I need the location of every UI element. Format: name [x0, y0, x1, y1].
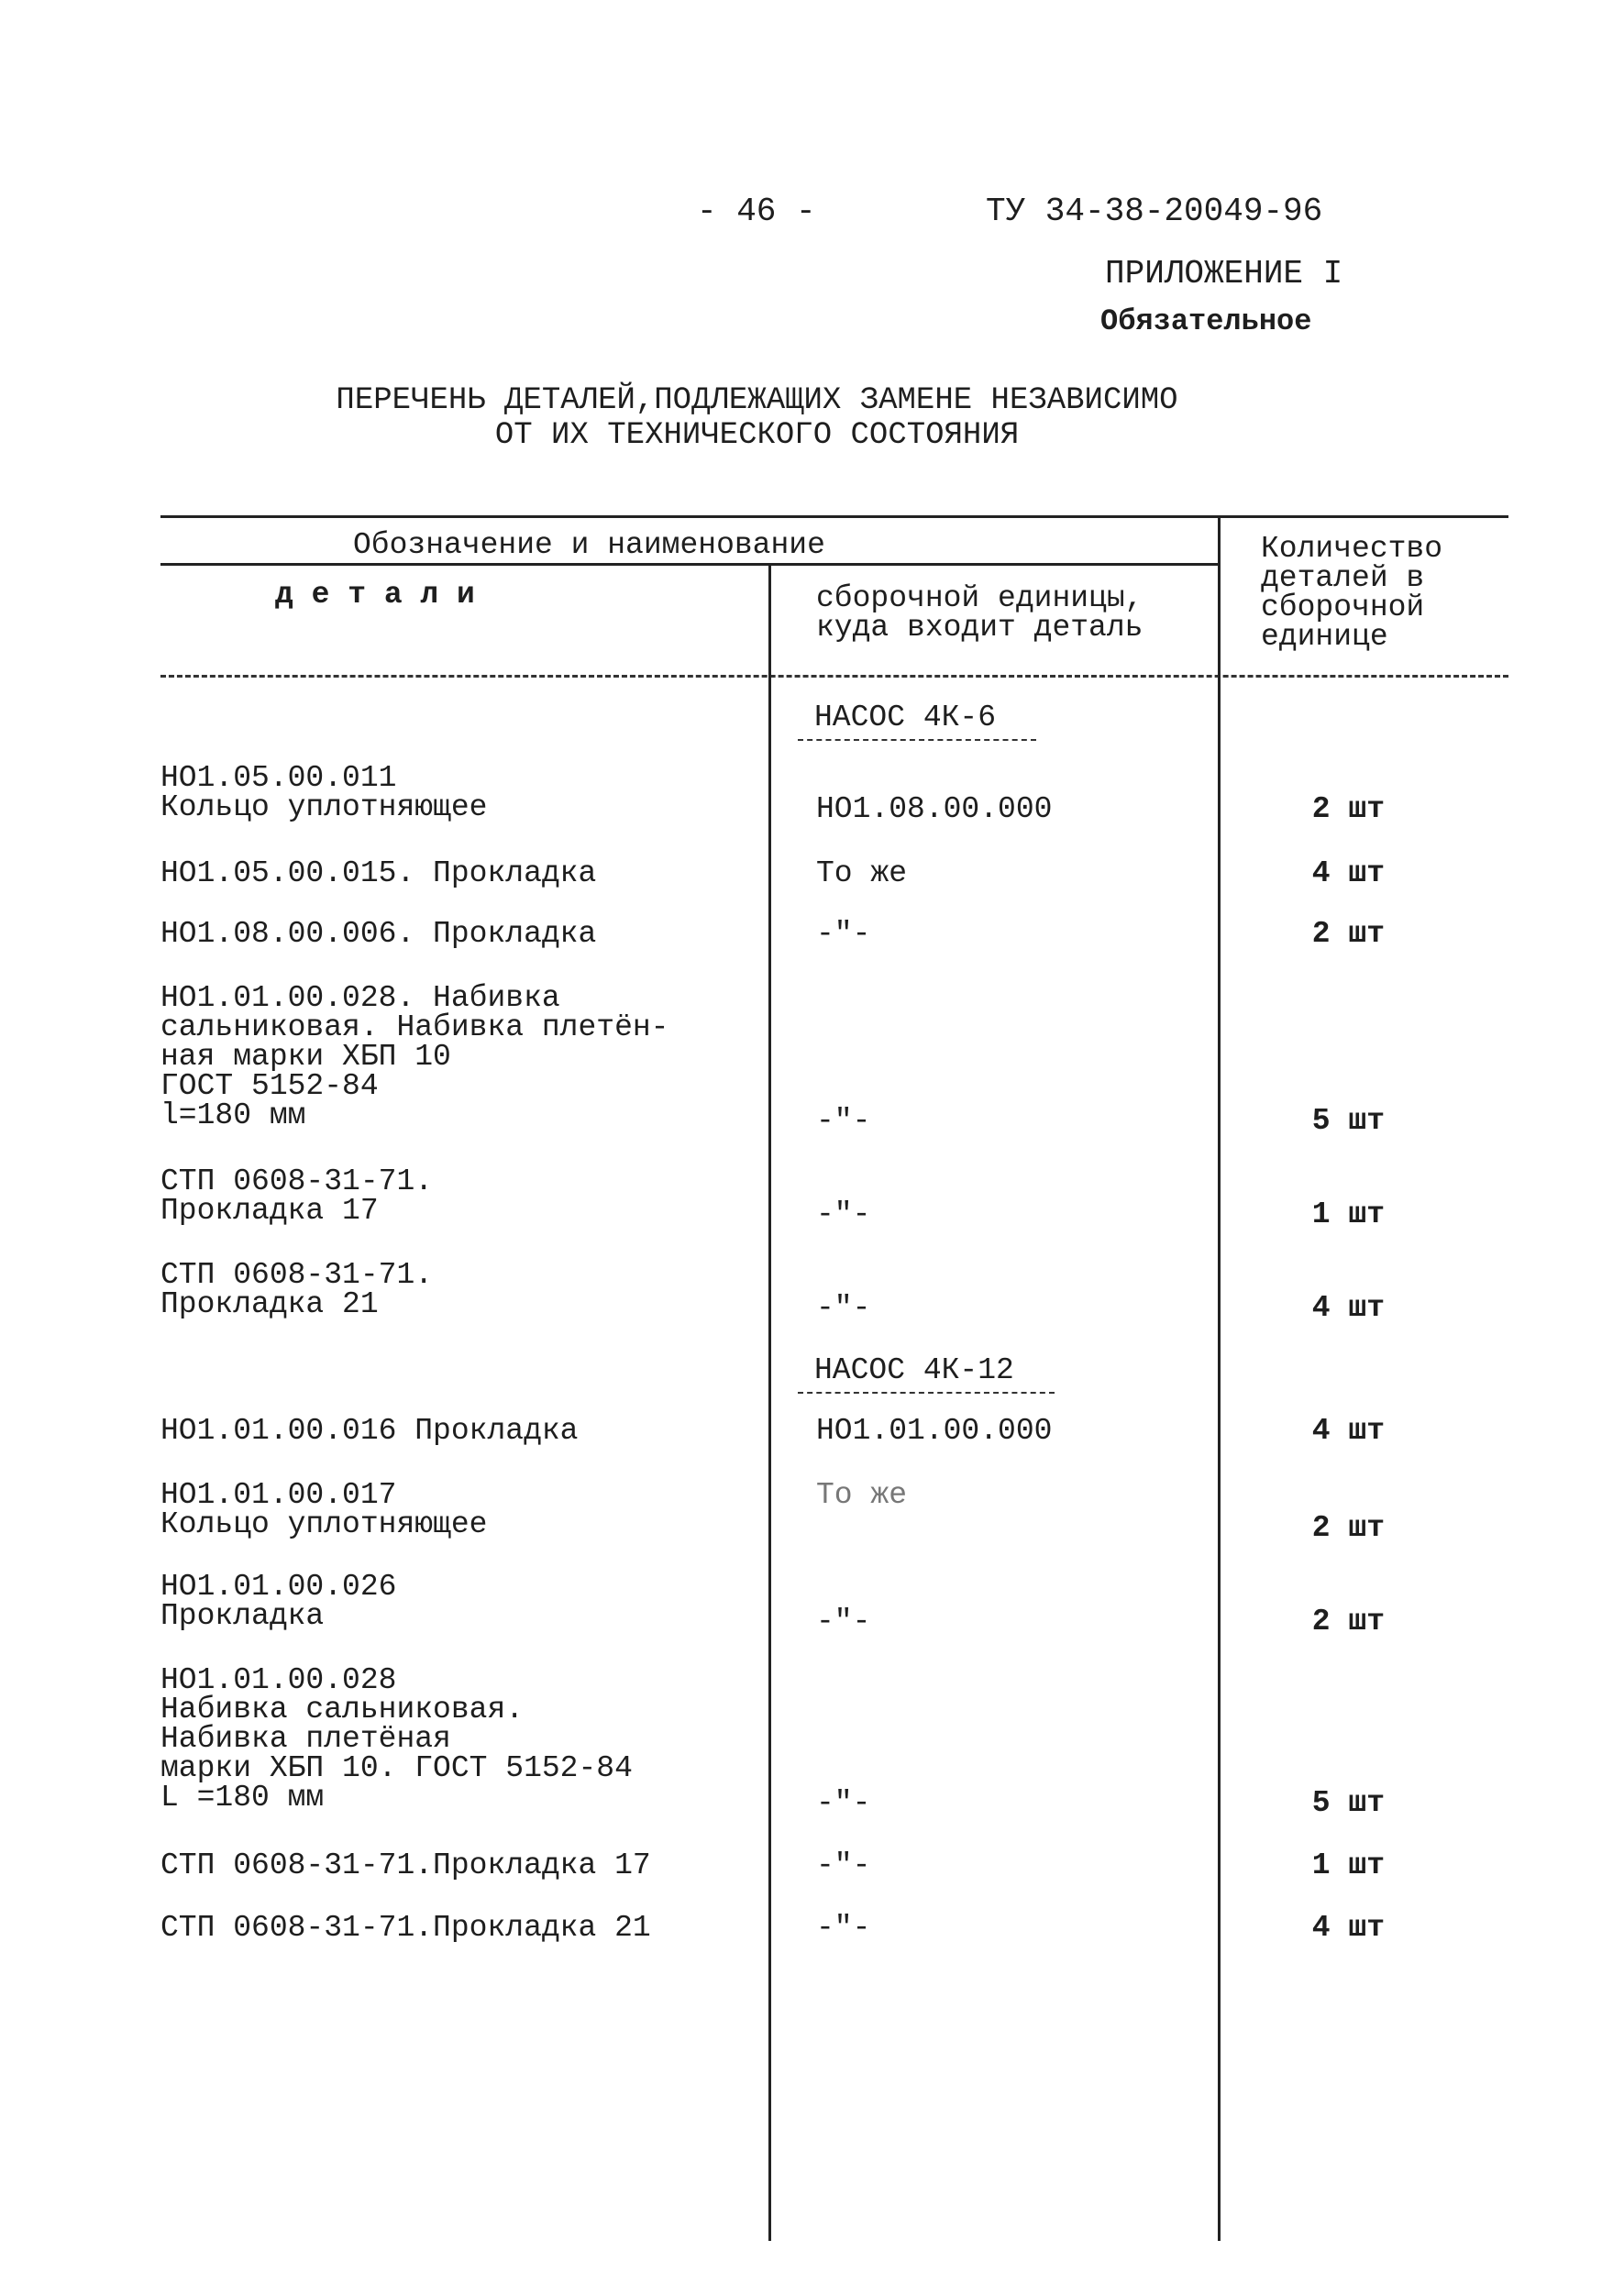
- document-code: ТУ 34-38-20049-96: [986, 193, 1323, 230]
- column-header-qty-4: единице: [1261, 620, 1388, 654]
- row-8-qty: 2 шт: [1311, 1511, 1385, 1545]
- row-8-assembly: То же: [816, 1478, 908, 1512]
- column-header-qty-3: сборочной: [1261, 590, 1425, 624]
- appendix-label: ПРИЛОЖЕНИЕ I: [1105, 255, 1343, 292]
- section-heading-pump-4k12: НАСОС 4К-12: [814, 1353, 1014, 1387]
- column-header-assembly-1: сборочной единицы,: [816, 581, 1143, 615]
- row-4-detail-2: сальниковая. Набивка плетён-: [160, 1010, 669, 1044]
- row-1-detail-2: Кольцо уплотняющее: [160, 790, 488, 824]
- row-12-detail-1: СТП 0608-31-71.Прокладка 21: [160, 1911, 651, 1945]
- group-header-rule: [160, 563, 1220, 566]
- row-8-detail-2: Кольцо уплотняющее: [160, 1507, 488, 1541]
- row-2-detail-1: НО1.05.00.015. Прокладка: [160, 856, 597, 890]
- row-5-assembly: -"-: [816, 1197, 871, 1231]
- table-top-rule: [160, 515, 1508, 518]
- row-11-assembly: -"-: [816, 1848, 871, 1882]
- row-10-detail-1: НО1.01.00.028: [160, 1663, 397, 1697]
- row-12-qty: 4 шт: [1311, 1911, 1385, 1945]
- row-3-assembly: -"-: [816, 917, 871, 951]
- row-2-assembly: То же: [816, 856, 908, 890]
- row-10-detail-5: L =180 мм: [160, 1781, 325, 1815]
- column-header-qty-1: Количество: [1261, 532, 1443, 566]
- row-2-qty: 4 шт: [1311, 856, 1385, 890]
- row-7-assembly: НО1.01.00.000: [816, 1414, 1053, 1448]
- row-11-detail-1: СТП 0608-31-71.Прокладка 17: [160, 1848, 651, 1882]
- row-4-detail-4: ГОСТ 5152-84: [160, 1069, 379, 1103]
- column-header-assembly-2: куда входит деталь: [816, 611, 1143, 645]
- row-10-detail-2: Набивка сальниковая.: [160, 1693, 525, 1727]
- row-6-detail-1: СТП 0608-31-71.: [160, 1258, 434, 1292]
- row-10-assembly: -"-: [816, 1786, 871, 1820]
- row-10-detail-3: Набивка плетёная: [160, 1722, 451, 1756]
- row-12-assembly: -"-: [816, 1911, 871, 1945]
- row-9-qty: 2 шт: [1311, 1605, 1385, 1638]
- row-10-qty: 5 шт: [1311, 1786, 1385, 1820]
- row-1-assembly: НО1.08.00.000: [816, 792, 1053, 826]
- row-8-detail-1: НО1.01.00.017: [160, 1478, 397, 1512]
- page-title-line-1: ПЕРЕЧЕНЬ ДЕТАЛЕЙ,ПОДЛЕЖАЩИХ ЗАМЕНЕ НЕЗАВИСИМО: [336, 383, 1178, 418]
- row-11-qty: 1 шт: [1311, 1848, 1385, 1882]
- row-3-detail-1: НО1.08.00.006. Прокладка: [160, 917, 597, 951]
- column-group-header: Обозначение и наименование: [353, 528, 825, 562]
- row-5-detail-1: СТП 0608-31-71.: [160, 1164, 434, 1198]
- row-9-assembly: -"-: [816, 1605, 871, 1638]
- page-title-line-2: ОТ ИХ ТЕХНИЧЕСКОГО СОСТОЯНИЯ: [494, 418, 1020, 453]
- section-underline: [798, 1392, 1055, 1394]
- appendix-status: Обязательное: [1100, 304, 1312, 338]
- row-4-detail-3: ная марки ХБП 10: [160, 1040, 451, 1074]
- row-5-qty: 1 шт: [1311, 1197, 1385, 1231]
- row-6-qty: 4 шт: [1311, 1291, 1385, 1325]
- section-underline: [798, 739, 1036, 741]
- column-divider-1: [768, 563, 771, 2241]
- row-3-qty: 2 шт: [1311, 917, 1385, 951]
- row-4-assembly: -"-: [816, 1104, 871, 1138]
- page-number: - 46 -: [697, 193, 816, 230]
- row-6-detail-2: Прокладка 21: [160, 1287, 379, 1321]
- column-divider-2: [1218, 515, 1221, 2241]
- row-7-detail-1: НО1.01.00.016 Прокладка: [160, 1414, 579, 1448]
- row-5-detail-2: Прокладка 17: [160, 1194, 379, 1228]
- row-9-detail-1: НО1.01.00.026: [160, 1570, 397, 1604]
- column-header-qty-2: деталей в: [1261, 561, 1425, 595]
- row-10-detail-4: марки ХБП 10. ГОСТ 5152-84: [160, 1751, 633, 1785]
- row-4-detail-5: l=180 мм: [160, 1098, 306, 1132]
- row-6-assembly: -"-: [816, 1291, 871, 1325]
- row-7-qty: 4 шт: [1311, 1414, 1385, 1448]
- section-heading-pump-4k6: НАСОС 4К-6: [814, 701, 997, 734]
- row-4-detail-1: НО1.01.00.028. Набивка: [160, 981, 560, 1015]
- row-1-detail-1: НО1.05.00.011: [160, 761, 397, 795]
- column-header-detail: д е т а л и: [275, 578, 475, 612]
- row-9-detail-2: Прокладка: [160, 1599, 325, 1633]
- row-1-qty: 2 шт: [1311, 792, 1385, 826]
- row-4-qty: 5 шт: [1311, 1104, 1385, 1138]
- header-bottom-rule: [160, 675, 1508, 678]
